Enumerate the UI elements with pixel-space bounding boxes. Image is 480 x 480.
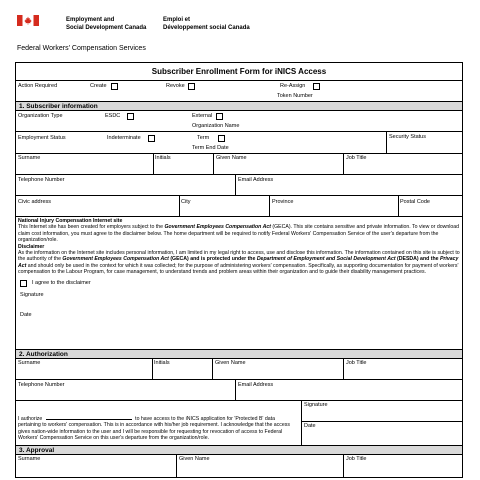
auth-job-title-cell[interactable] bbox=[343, 359, 462, 379]
province-label: Province bbox=[272, 199, 294, 205]
department-name-fr bbox=[163, 16, 283, 32]
term-label: Term bbox=[197, 135, 210, 141]
approval-surname-cell[interactable] bbox=[16, 455, 176, 477]
authorize-row bbox=[16, 401, 462, 446]
name-row bbox=[16, 154, 462, 175]
email-label: Email Address bbox=[238, 177, 274, 183]
canada-flag-icon bbox=[17, 15, 39, 26]
given-name-label: Given Name bbox=[216, 155, 247, 161]
disclaimer-act-name: Department of Employment and Social Development Act bbox=[256, 256, 396, 263]
authorize-text bbox=[18, 414, 298, 442]
department-name-en bbox=[66, 16, 166, 32]
reassign-label: Re-Assign bbox=[280, 83, 306, 89]
approval-given-name-cell[interactable] bbox=[176, 455, 343, 477]
notice-date-label: Date bbox=[20, 311, 32, 318]
action-row bbox=[16, 81, 462, 102]
auth-date-label: Date bbox=[304, 423, 316, 429]
auth-signature-date-cell bbox=[301, 401, 462, 445]
create-checkbox[interactable] bbox=[111, 83, 118, 90]
date-line[interactable] bbox=[18, 310, 460, 322]
initials-cell[interactable] bbox=[153, 154, 213, 174]
civic-address-label: Civic address bbox=[18, 199, 52, 205]
department-name-en-line2: Social Development Canada bbox=[66, 25, 147, 31]
disclaimer-text-bold: (DESDA) and the bbox=[395, 256, 440, 263]
civic-address-cell[interactable] bbox=[16, 196, 179, 216]
authorize-text-part: data pertaining to workers' compensation. This is in accordance with his/her job requirement. I acknowledge that the access gives nation-wide information to the user and I will be responsible for requesting for revocation of access to Federal Workers' Compensation Service on this user's departure from the organization/role. bbox=[18, 416, 290, 442]
disclaimer-heading: Disclaimer bbox=[18, 243, 45, 250]
auth-given-name-label: Given Name bbox=[215, 360, 246, 366]
employment-status-label: Employment Status bbox=[18, 135, 66, 141]
term-checkbox[interactable] bbox=[218, 135, 225, 142]
address-row bbox=[16, 196, 462, 217]
agree-checkbox[interactable] bbox=[20, 280, 27, 287]
disclaimer-block bbox=[16, 217, 462, 350]
notice-text bbox=[18, 224, 460, 243]
auth-surname-cell[interactable] bbox=[16, 359, 152, 379]
department-name-fr-line2: Développement social Canada bbox=[163, 25, 250, 31]
disclaimer-text-part: and should only be used in the context for which it was collected; for the purpose of administering workers' compensation. Specifically, as supporting documentation for payment of workers' compensation to the Labour Program, for case management, to understand trends and problem areas within their organization and to guide their disability management practices. bbox=[18, 262, 459, 276]
telephone-label: Telephone Number bbox=[18, 177, 65, 183]
disclaimer-text-part: As the information on the Internet site includes personal information, I am limited in my legal right to access, use and disclose this information. The information contained on this site is subject to the authority of the bbox=[18, 250, 460, 263]
esdc-label: ESDC bbox=[105, 113, 121, 119]
notice-text-part: (GECA). This site contains sensitive and private information. To view or download claim cost information, you must agree to the disclaimer below. The home department will be required to notify Federal Workers' Compensation Service of the user's departure from the organization/role. bbox=[18, 224, 460, 244]
esdc-checkbox[interactable] bbox=[127, 113, 134, 120]
auth-initials-cell[interactable] bbox=[152, 359, 212, 379]
approval-given-name-label: Given Name bbox=[179, 456, 210, 462]
department-name-en-line1: Employment and bbox=[66, 17, 115, 23]
disclaimer-act-name: Government Employees Compensation Act bbox=[62, 256, 169, 263]
job-title-cell[interactable] bbox=[343, 154, 462, 174]
auth-name-row bbox=[16, 359, 462, 380]
city-label: City bbox=[181, 199, 191, 205]
gov-header bbox=[17, 14, 437, 38]
auth-email-label: Email Address bbox=[238, 382, 274, 388]
external-label: External bbox=[192, 113, 213, 119]
auth-given-name-cell[interactable] bbox=[212, 359, 343, 379]
authorize-text-part: to have access to the iNICS application for 'Protected B' bbox=[135, 416, 264, 422]
auth-telephone-label: Telephone Number bbox=[18, 382, 65, 388]
department-name-fr-line1: Emploi et bbox=[163, 17, 191, 23]
approval-surname-label: Surname bbox=[18, 456, 41, 462]
revoke-checkbox[interactable] bbox=[188, 83, 195, 90]
surname-cell[interactable] bbox=[16, 154, 153, 174]
job-title-label: Job Title bbox=[346, 155, 367, 161]
postal-code-label: Postal Code bbox=[400, 199, 430, 205]
security-status-label: Security Status bbox=[389, 134, 426, 140]
authorized-user-blank[interactable] bbox=[46, 414, 132, 420]
auth-surname-label: Surname bbox=[18, 360, 41, 366]
section3-header: 3. Approval bbox=[16, 446, 462, 455]
email-cell[interactable] bbox=[235, 175, 462, 195]
external-checkbox[interactable] bbox=[216, 113, 223, 120]
token-number-label: Token Number bbox=[277, 93, 313, 99]
organization-type-label: Organization Type bbox=[18, 113, 63, 119]
disclaimer-act-name: Privacy Act bbox=[18, 256, 459, 269]
disclaimer-text-bold: (GECA) and is protected under the bbox=[168, 256, 257, 263]
employment-row bbox=[16, 132, 462, 154]
term-end-date-label: Term End Date bbox=[192, 145, 229, 151]
indeterminate-checkbox[interactable] bbox=[148, 135, 155, 142]
security-status-cell[interactable] bbox=[386, 132, 462, 153]
notice-act-name: Government Employees Compensation Act bbox=[164, 224, 271, 231]
section2-header: 2. Authorization bbox=[16, 350, 462, 359]
province-cell[interactable] bbox=[269, 196, 398, 216]
organization-name-label: Organization Name bbox=[192, 123, 240, 129]
revoke-label: Revoke bbox=[166, 83, 185, 89]
auth-contact-row bbox=[16, 380, 462, 401]
given-name-cell[interactable] bbox=[213, 154, 343, 174]
reassign-checkbox[interactable] bbox=[313, 83, 320, 90]
create-label: Create bbox=[90, 83, 107, 89]
auth-initials-label: Initials bbox=[154, 360, 170, 366]
auth-job-title-label: Job Title bbox=[346, 360, 367, 366]
auth-date-cell[interactable] bbox=[302, 421, 462, 445]
auth-signature-cell[interactable] bbox=[302, 401, 462, 422]
approval-name-row bbox=[16, 455, 462, 477]
surname-label: Surname bbox=[18, 155, 41, 161]
disclaimer-text bbox=[18, 250, 460, 276]
auth-telephone-cell[interactable] bbox=[16, 380, 235, 400]
signature-line[interactable] bbox=[18, 290, 460, 310]
contact-row bbox=[16, 175, 462, 196]
agree-label: I agree to the disclaimer bbox=[32, 279, 91, 286]
city-cell[interactable] bbox=[179, 196, 269, 216]
enrollment-form bbox=[15, 62, 463, 478]
notice-text-part: This Internet site has been created for employers subject to the bbox=[18, 224, 165, 231]
section1-header: 1. Subscriber information bbox=[16, 102, 462, 111]
postal-code-cell[interactable] bbox=[398, 196, 462, 216]
action-label: Action Required bbox=[18, 83, 58, 89]
service-name: Federal Workers' Compensation Services bbox=[17, 45, 146, 52]
authorize-statement bbox=[16, 401, 301, 445]
notice-signature-label: Signature bbox=[20, 291, 44, 298]
auth-signature-label: Signature bbox=[304, 402, 328, 408]
organization-row bbox=[16, 111, 462, 132]
approval-job-title-label: Job Title bbox=[346, 456, 367, 462]
approval-job-title-cell[interactable] bbox=[343, 455, 462, 477]
initials-label: Initials bbox=[155, 155, 171, 161]
agree-row bbox=[18, 279, 460, 290]
authorize-text-part: I authorize bbox=[18, 416, 43, 422]
indeterminate-label: Indeterminate bbox=[107, 135, 141, 141]
notice-heading: National Injury Compensation Internet site bbox=[18, 218, 123, 224]
form-title: Subscriber Enrollment Form for iNICS Access bbox=[16, 63, 462, 81]
auth-email-cell[interactable] bbox=[235, 380, 462, 400]
telephone-cell[interactable] bbox=[16, 175, 235, 195]
